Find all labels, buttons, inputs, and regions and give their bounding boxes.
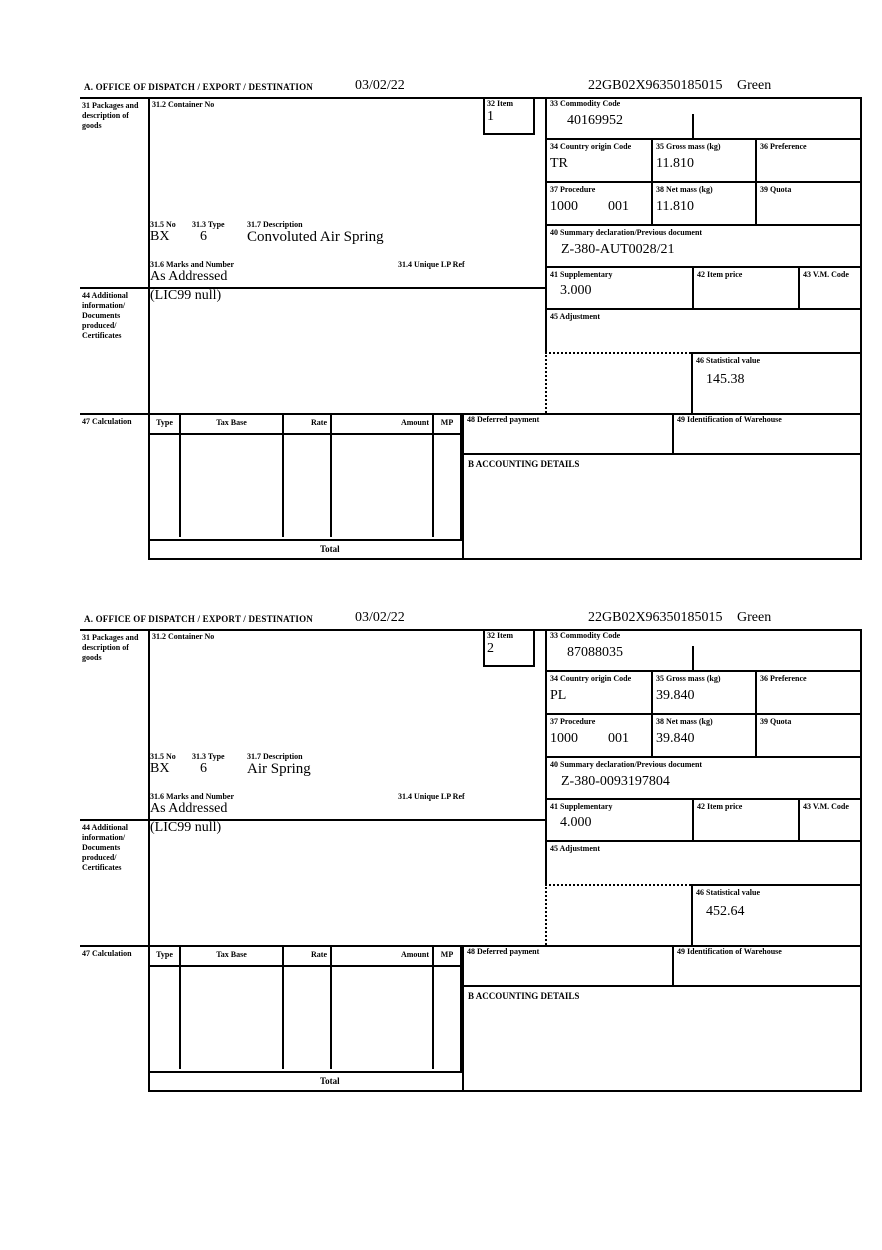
box49-cell [672,945,862,987]
box43-label: 43 V.M. Code [803,802,849,811]
box46-label: 46 Statistical value [696,888,760,897]
tax-base-cell [181,967,284,1069]
box48-cell [462,413,672,455]
total-label: Total [320,544,340,554]
box31-label: 31 Packages and description of goods [82,633,139,662]
box42-label: 42 Item price [697,270,743,279]
declaration-reference-value: 22GB02X96350185015 [588,610,723,625]
box40-label: 40 Summary declaration/Previous document [550,760,703,769]
row-34-35-36 [545,140,860,183]
packages-no-value: BX [150,761,170,776]
declaration-item-section-1 [80,80,862,560]
box31-7-label: 31.7 Description [247,220,303,229]
box32-item-cell [483,97,535,135]
calculation-header-row [150,413,460,435]
procedure-suffix: 001 [608,731,629,746]
box43-cell [798,268,860,308]
box32-item-cell [483,629,535,667]
box48-cell [462,945,672,987]
row-46 [545,884,860,945]
amount-cell [332,967,434,1069]
box37-cell [545,183,651,224]
box31-2-label: 31.2 Container No [152,632,215,641]
box44-label: 44 Additional information/ Documents produced/ Certificates [82,291,129,340]
box49-label: 49 Identification of Warehouse [677,415,782,424]
packages-no-value: BX [150,229,170,244]
box41-label: 41 Supplementary [550,802,613,811]
box31-5-label: 31.5 No [150,220,176,229]
box46-cell [691,352,860,413]
box36-cell [755,672,860,713]
commodity-code-subdivider [692,114,694,138]
box34-cell [545,140,651,181]
additional-information-value: (LIC99 null) [150,288,222,303]
item-number-value: 1 [487,109,494,124]
calculation-table [148,413,462,541]
type-cell [150,967,181,1069]
box46-cell [691,884,860,945]
gross-mass-value: 39.840 [656,688,695,703]
box31-5-label: 31.5 No [150,752,176,761]
office-of-dispatch-label: A. OFFICE OF DISPATCH / EXPORT / DESTINATION [84,82,314,92]
box39-label: 39 Quota [760,717,792,726]
box39-label: 39 Quota [760,185,792,194]
box37-label: 37 Procedure [550,717,596,726]
box36-label: 36 Preference [760,674,807,683]
commodity-code-value: 87088035 [567,645,623,660]
country-origin-value: PL [550,688,567,703]
box35-cell [651,140,755,181]
box44-label: 44 Additional information/ Documents produced/ Certificates [82,823,129,872]
marks-and-number-value: As Addressed [150,801,228,816]
row-37-38-39 [545,183,860,226]
box47-label: 47 Calculation [82,417,132,426]
row-41-42-43 [545,800,860,842]
box33-label: 33 Commodity Code [550,99,621,108]
box31-6-label: 31.6 Marks and Number [150,260,235,269]
total-label: Total [320,1076,340,1086]
procedure-code: 1000 [550,199,578,214]
declaration-item-section-2 [80,612,862,1092]
declaration-reference-value: 22GB02X96350185015 [588,78,723,93]
box35-label: 35 Gross mass (kg) [656,142,721,151]
col-amount-header: Amount [332,945,434,965]
total-bar [148,541,862,560]
type-cell [150,435,181,537]
rate-cell [284,435,332,537]
box40-cell [545,758,860,800]
col-rate-header: Rate [284,945,332,965]
accounting-details-label: B ACCOUNTING DETAILS [468,991,580,1001]
box33-label: 33 Commodity Code [550,631,621,640]
statistical-value: 145.38 [706,372,745,387]
mp-cell [434,967,460,1069]
box42-cell [692,268,798,308]
procedure-code: 1000 [550,731,578,746]
calculation-table [148,945,462,1073]
box36-cell [755,140,860,181]
box45-label: 45 Adjustment [550,312,601,321]
procedure-value [550,199,648,214]
net-mass-value: 39.840 [656,731,695,746]
accounting-details-label: B ACCOUNTING DETAILS [468,459,580,469]
box42-cell [692,800,798,840]
col-type-header: Type [150,945,181,965]
col-type-header: Type [150,413,181,433]
additional-information-value: (LIC99 null) [150,820,222,835]
row-37-38-39 [545,715,860,758]
box31-4-label: 31.4 Unique LP Ref [398,260,465,269]
col-rate-header: Rate [284,413,332,433]
marks-and-number-value: As Addressed [150,269,228,284]
goods-description-value: Air Spring [247,761,311,777]
box33-commodity-cell [545,97,860,140]
statistical-value: 452.64 [706,904,745,919]
box33-commodity-cell [545,629,860,672]
adjustment-dotted-cell [545,352,691,413]
item-number-value: 2 [487,641,494,656]
rate-cell [284,967,332,1069]
summary-declaration-value: Z-380-AUT0028/21 [561,242,675,257]
routing-status-value: Green [737,78,772,93]
box49-label: 49 Identification of Warehouse [677,947,782,956]
row-46 [545,352,860,413]
box38-label: 38 Net mass (kg) [656,185,713,194]
box41-label: 41 Supplementary [550,270,613,279]
box31-7-label: 31.7 Description [247,752,303,761]
col-tax-base-header: Tax Base [181,945,284,965]
box41-cell [545,800,692,840]
box48-label: 48 Deferred payment [467,415,540,424]
box32-label: 32 Item [487,99,513,108]
box45-label: 45 Adjustment [550,844,601,853]
mp-cell [434,435,460,537]
box42-label: 42 Item price [697,802,743,811]
calculation-body-row [150,435,460,537]
box35-label: 35 Gross mass (kg) [656,674,721,683]
gross-mass-value: 11.810 [656,156,694,171]
commodity-code-subdivider [692,646,694,670]
routing-status-value: Green [737,610,772,625]
procedure-value [550,731,648,746]
box38-cell [651,715,755,756]
box34-cell [545,672,651,713]
box39-cell [755,715,860,756]
calculation-body-row [150,967,460,1069]
procedure-suffix: 001 [608,199,629,214]
amount-cell [332,435,434,537]
box35-cell [651,672,755,713]
commodity-code-value: 40169952 [567,113,623,128]
goods-description-value: Convoluted Air Spring [247,229,384,245]
row-34-35-36 [545,672,860,715]
box39-cell [755,183,860,224]
box41-cell [545,268,692,308]
col-tax-base-header: Tax Base [181,413,284,433]
packages-type-value: 6 [200,761,207,776]
supplementary-value: 3.000 [560,283,592,298]
row-41-42-43 [545,268,860,310]
box37-cell [545,715,651,756]
total-bar [148,1073,862,1092]
box38-label: 38 Net mass (kg) [656,717,713,726]
tax-base-cell [181,435,284,537]
office-of-dispatch-label: A. OFFICE OF DISPATCH / EXPORT / DESTINATION [84,614,314,624]
box46-label: 46 Statistical value [696,356,760,365]
box45-cell [545,842,860,884]
col-amount-header: Amount [332,413,434,433]
box37-label: 37 Procedure [550,185,596,194]
date-value: 03/02/22 [355,610,405,625]
box36-label: 36 Preference [760,142,807,151]
box38-cell [651,183,755,224]
box31-2-label: 31.2 Container No [152,100,215,109]
box34-label: 34 Country origin Code [550,674,632,683]
box31-4-label: 31.4 Unique LP Ref [398,792,465,801]
box43-label: 43 V.M. Code [803,270,849,279]
adjustment-dotted-cell [545,884,691,945]
box32-label: 32 Item [487,631,513,640]
box31-3-label: 31.3 Type [192,220,225,229]
box49-cell [672,413,862,455]
date-value: 03/02/22 [355,78,405,93]
box48-label: 48 Deferred payment [467,947,540,956]
country-origin-value: TR [550,156,568,171]
box31-label: 31 Packages and description of goods [82,101,139,130]
col-mp-header: MP [440,950,454,959]
box40-label: 40 Summary declaration/Previous document [550,228,703,237]
box47-label: 47 Calculation [82,949,132,958]
net-mass-value: 11.810 [656,199,694,214]
box40-cell [545,226,860,268]
box45-cell [545,310,860,352]
col-mp-header: MP [440,418,454,427]
packages-type-value: 6 [200,229,207,244]
box34-label: 34 Country origin Code [550,142,632,151]
box31-3-label: 31.3 Type [192,752,225,761]
box43-cell [798,800,860,840]
calculation-header-row [150,945,460,967]
box31-6-label: 31.6 Marks and Number [150,792,235,801]
supplementary-value: 4.000 [560,815,592,830]
summary-declaration-value: Z-380-0093197804 [561,774,670,789]
